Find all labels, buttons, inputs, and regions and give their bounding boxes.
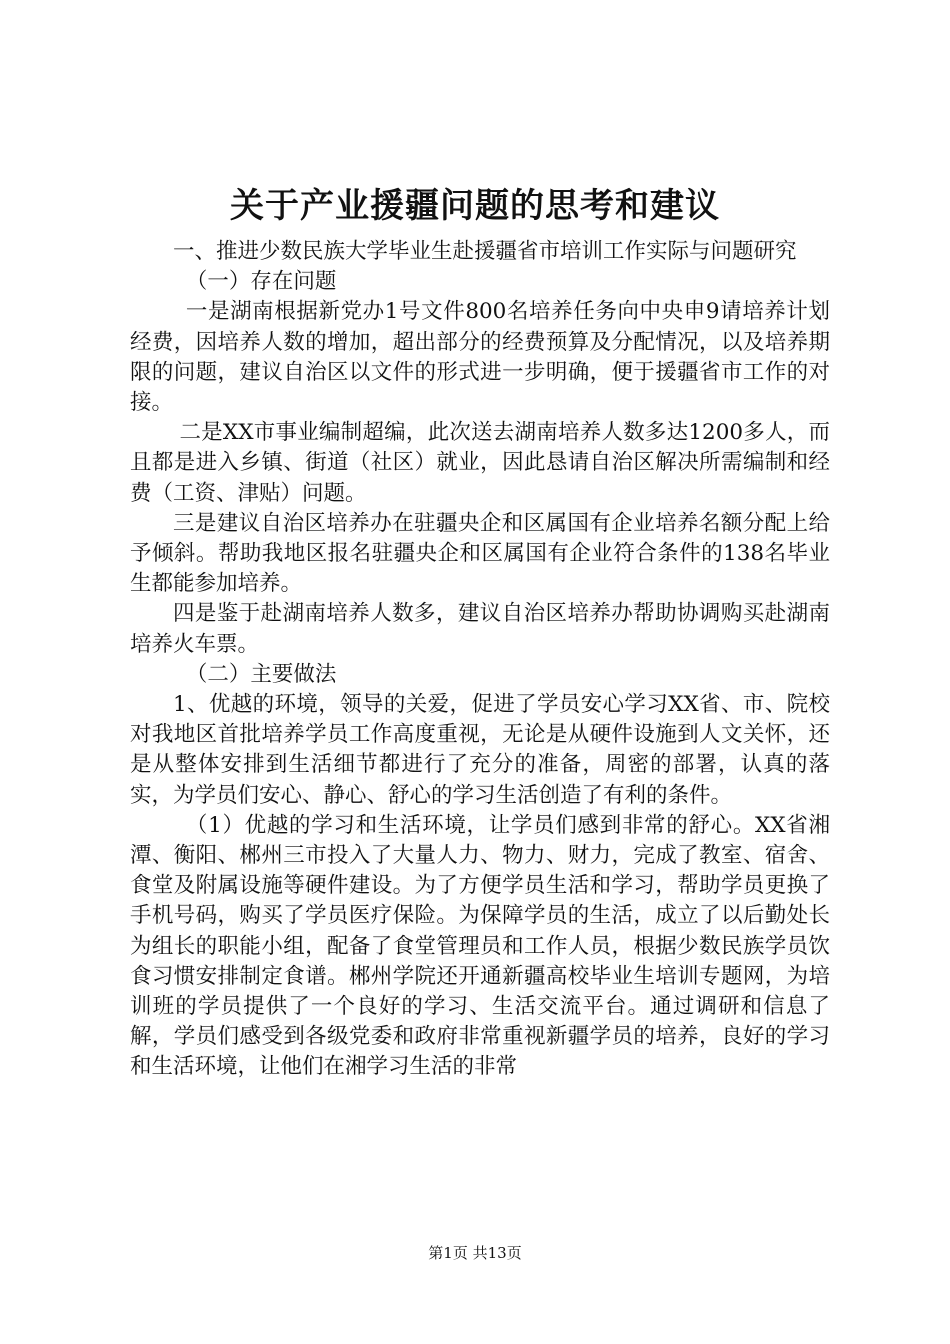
page-footer: 第1页 共13页: [428, 1244, 522, 1262]
section-heading: 一、推进少数民族大学毕业生赴援疆省市培训工作实际与问题研究: [173, 239, 797, 264]
paragraph: 二是XX市事业编制超编，此次送去湖南培养人数多达1200多人，而且都是进入乡镇、街道（社区）就业，因此恳请自治区解决所需编制和经费（工资、津贴）问题。: [130, 420, 830, 506]
document-body: [130, 237, 830, 1083]
paragraph: 1、优越的环境，领导的关爱，促进了学员安心学习XX省、市、院校对我地区首批培养学员工作高度重视，无论是从硬件设施到人文关怀，还是从整体安排到生活细节都进行了充分的准备，周密的部署，认真的落实，为学员们安心、静心、舒心的学习生活创造了有利的条件。: [130, 692, 830, 808]
paragraph: 三是建议自治区培养办在驻疆央企和区属国有企业培养名额分配上给予倾斜。帮助我地区报名驻疆央企和区属国有企业符合条件的138名毕业生都能参加培养。: [130, 510, 830, 597]
paragraph: 四是鉴于赴湖南培养人数多，建议自治区培养办帮助协调购买赴湖南培养火车票。: [130, 601, 830, 657]
paragraph: （1）优越的学习和生活环境，让学员们感到非常的舒心。XX省湘潭、衡阳、郴州三市投入了大量人力、物力、财力，完成了教室、宿舍、食堂及附属设施等硬件建设。为了方便学员生活和学习，帮助学员更换了手机号码，购买了学员医疗保险。为保障学员的生活，成立了以后勤处长为组长的职能小组，配备了食堂管理员和工作人员，根据少数民族学员饮食习惯安排制定食谱。郴州学院还开通新疆高校毕业生培训专题网，为培训班的学员提供了一个良好的学习、生活交流平台。通过调研和信息了解，学员们感受到各级党委和政府非常重视新疆学员的培养，良好的学习和生活环境，让他们在湘学习生活的非常: [130, 812, 830, 1080]
subsection-heading: （二）主要做法: [185, 661, 337, 687]
paragraph: 一是湖南根据新党办1号文件800名培养任务向中央申9请培养计划经费，因培养人数的增加，超出部分的经费预算及分配情况，以及培养期限的问题，建议自治区以文件的形式进一步明确，便于援疆省市工作的对接。: [130, 299, 830, 416]
document-title: 关于产业援疆问题的思考和建议: [230, 186, 720, 226]
subsection-heading: （一）存在问题: [185, 269, 337, 295]
